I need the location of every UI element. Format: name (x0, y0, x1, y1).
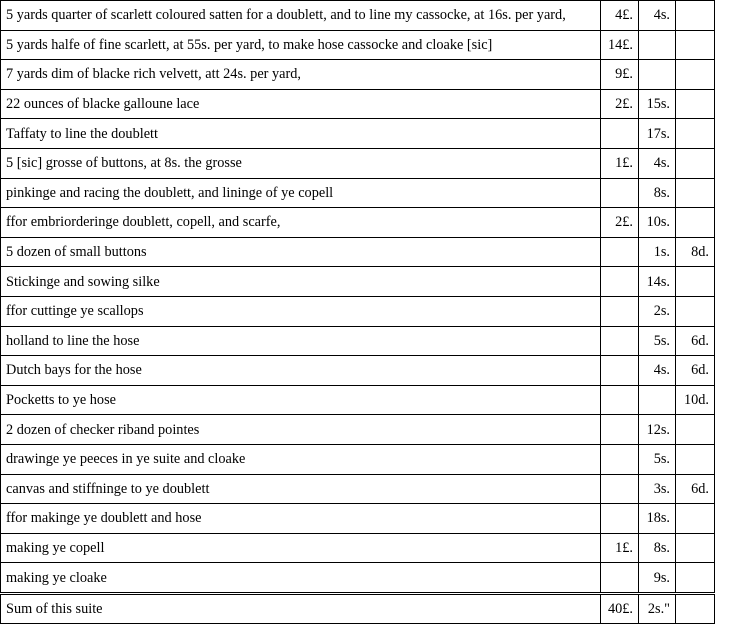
pounds-amount (601, 415, 639, 445)
shillings-amount: 5s. (639, 444, 676, 474)
table-row (1, 1, 715, 31)
total-item-description: Sum of this suite (1, 593, 601, 624)
item-description: Stickinge and sowing silke (1, 267, 601, 297)
item-description: 5 dozen of small buttons (1, 237, 601, 267)
table-row (1, 563, 715, 594)
pence-amount (676, 504, 715, 534)
item-description: 5 yards halfe of fine scarlett, at 55s. per yard, to make hose cassocke and cloake [sic] (1, 30, 601, 60)
pence-amount: 8d. (676, 237, 715, 267)
shillings-amount: 3s. (639, 474, 676, 504)
item-description: making ye copell (1, 533, 601, 563)
item-description: 7 yards dim of blacke rich velvett, att 24s. per yard, (1, 60, 601, 90)
total-pence-amount (676, 593, 715, 624)
pence-amount (676, 415, 715, 445)
pounds-amount (601, 474, 639, 504)
pounds-amount (601, 563, 639, 594)
table-row (1, 326, 715, 356)
shillings-amount: 12s. (639, 415, 676, 445)
pounds-amount (601, 385, 639, 415)
shillings-amount: 4s. (639, 1, 676, 31)
pence-amount (676, 208, 715, 238)
table-row (1, 119, 715, 149)
shillings-amount: 1s. (639, 237, 676, 267)
pence-amount: 10d. (676, 385, 715, 415)
total-row (1, 593, 715, 624)
item-description: drawinge ye peeces in ye suite and cloake (1, 444, 601, 474)
table-row (1, 237, 715, 267)
shillings-amount: 4s. (639, 356, 676, 386)
pounds-amount (601, 296, 639, 326)
pence-amount (676, 444, 715, 474)
shillings-amount: 5s. (639, 326, 676, 356)
shillings-amount: 18s. (639, 504, 676, 534)
pounds-amount (601, 504, 639, 534)
total-pounds-amount: 40£. (601, 593, 639, 624)
pence-amount (676, 89, 715, 119)
table-row (1, 385, 715, 415)
shillings-amount: 15s. (639, 89, 676, 119)
shillings-amount: 2s. (639, 296, 676, 326)
pounds-amount: 4£. (601, 1, 639, 31)
shillings-amount: 17s. (639, 119, 676, 149)
pounds-amount (601, 267, 639, 297)
pounds-amount: 14£. (601, 30, 639, 60)
pence-amount (676, 178, 715, 208)
table-row (1, 533, 715, 563)
table-row (1, 504, 715, 534)
table-row (1, 474, 715, 504)
table-row (1, 444, 715, 474)
item-description: Dutch bays for the hose (1, 356, 601, 386)
item-description: Pocketts to ye hose (1, 385, 601, 415)
shillings-amount: 8s. (639, 533, 676, 563)
pounds-amount: 2£. (601, 89, 639, 119)
item-description: 5 [sic] grosse of buttons, at 8s. the grosse (1, 148, 601, 178)
table-row (1, 356, 715, 386)
pounds-amount: 1£. (601, 533, 639, 563)
pounds-amount: 1£. (601, 148, 639, 178)
pence-amount (676, 119, 715, 149)
shillings-amount: 8s. (639, 178, 676, 208)
table-row (1, 296, 715, 326)
pounds-amount (601, 444, 639, 474)
table-row (1, 30, 715, 60)
shillings-amount: 14s. (639, 267, 676, 297)
item-description: ffor makinge ye doublett and hose (1, 504, 601, 534)
pounds-amount (601, 119, 639, 149)
ledger-body (1, 1, 715, 624)
pence-amount: 6d. (676, 474, 715, 504)
shillings-amount: 9s. (639, 563, 676, 594)
pounds-amount (601, 178, 639, 208)
pence-amount (676, 60, 715, 90)
shillings-amount (639, 60, 676, 90)
shillings-amount (639, 30, 676, 60)
pence-amount: 6d. (676, 356, 715, 386)
shillings-amount: 10s. (639, 208, 676, 238)
table-row (1, 267, 715, 297)
table-row (1, 178, 715, 208)
item-description: making ye cloake (1, 563, 601, 594)
item-description: Taffaty to line the doublett (1, 119, 601, 149)
pounds-amount (601, 326, 639, 356)
item-description: 5 yards quarter of scarlett coloured satten for a doublett, and to line my cassocke, at 16s. per yard, (1, 1, 601, 31)
pounds-amount: 9£. (601, 60, 639, 90)
item-description: pinkinge and racing the doublett, and lininge of ye copell (1, 178, 601, 208)
pounds-amount (601, 356, 639, 386)
item-description: canvas and stiffninge to ye doublett (1, 474, 601, 504)
pounds-amount (601, 237, 639, 267)
table-row (1, 89, 715, 119)
pence-amount (676, 267, 715, 297)
pence-amount (676, 1, 715, 31)
pence-amount (676, 30, 715, 60)
item-description: ffor embriorderinge doublett, copell, and scarfe, (1, 208, 601, 238)
pence-amount (676, 533, 715, 563)
table-row (1, 415, 715, 445)
item-description: 22 ounces of blacke galloune lace (1, 89, 601, 119)
table-row (1, 60, 715, 90)
shillings-amount: 4s. (639, 148, 676, 178)
shillings-amount (639, 385, 676, 415)
pounds-amount: 2£. (601, 208, 639, 238)
table-row (1, 208, 715, 238)
pence-amount: 6d. (676, 326, 715, 356)
item-description: holland to line the hose (1, 326, 601, 356)
item-description: 2 dozen of checker riband pointes (1, 415, 601, 445)
pence-amount (676, 563, 715, 594)
pence-amount (676, 148, 715, 178)
item-description: ffor cuttinge ye scallops (1, 296, 601, 326)
table-row (1, 148, 715, 178)
total-shillings-amount: 2s." (639, 593, 676, 624)
pence-amount (676, 296, 715, 326)
